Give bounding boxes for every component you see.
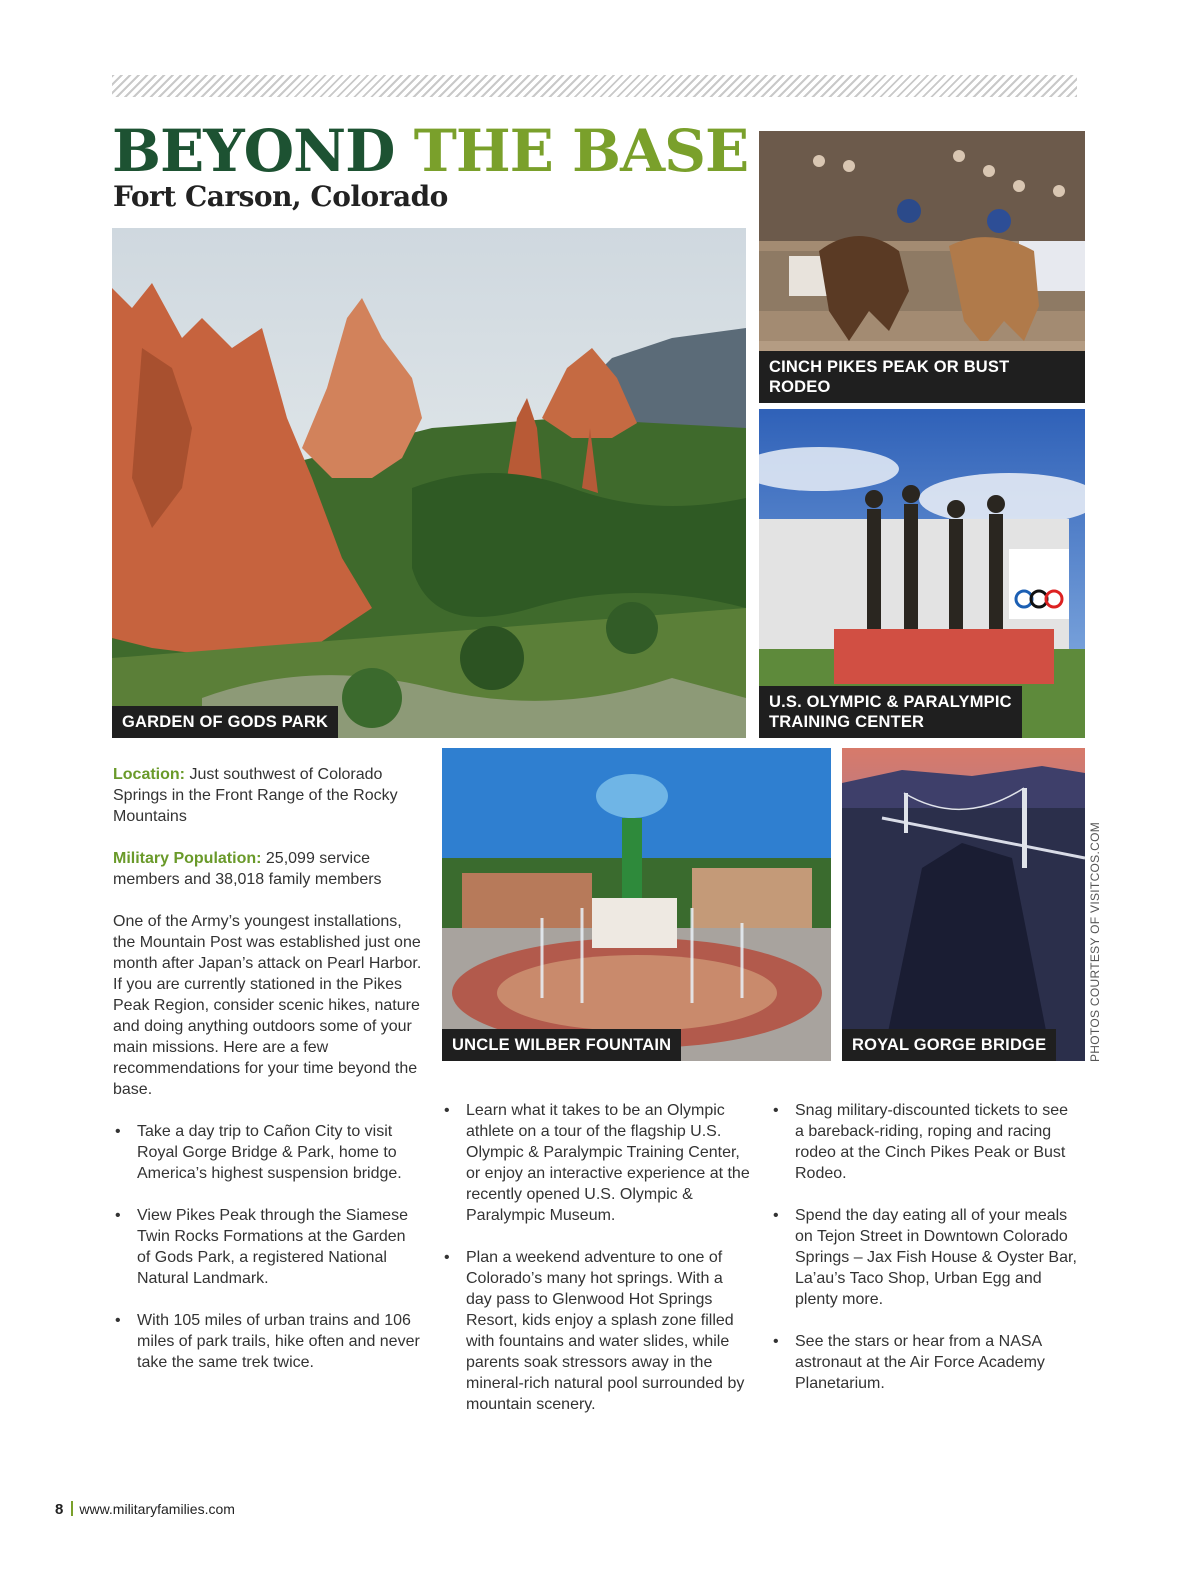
title-part-the-base: THE BASE [413, 117, 749, 185]
garden-of-gods-caption: GARDEN OF GODS PARK [112, 706, 338, 738]
list-item-text: Snag military-discounted tickets to see a bareback-riding, roping and racing rodeo at the Cinch Pikes Peak or Bust Rodeo. [795, 1102, 1069, 1182]
list-item-text: With 105 miles of urban trains and 106 miles of park trails, hike often and never take the same trek twice. [137, 1312, 420, 1371]
list-item-text: See the stars or hear from a NASA astronaut at the Air Force Academy Planetarium. [795, 1333, 1045, 1392]
rodeo-caption: CINCH PIKES PEAK OR BUST RODEO [759, 351, 1085, 403]
title-part-beyond: BEYOND [112, 117, 395, 185]
olympic-center-caption [759, 686, 1022, 738]
list-item [113, 1310, 423, 1373]
uncle-wilber-fountain-caption: UNCLE WILBER FOUNTAIN [442, 1029, 681, 1061]
list-item [771, 1100, 1081, 1184]
page-title [112, 116, 748, 186]
population-label: Military Population: [113, 850, 262, 867]
bullet-icon: • [115, 1312, 121, 1329]
list-item [113, 1205, 423, 1289]
bullet-icon: • [773, 1333, 779, 1350]
list-item-text: Spend the day eating all of your meals on Tejon Street in Downtown Colorado Springs – Jax Fish House & Oyster Bar, La’au’s Taco Shop, Urban Egg and plenty more. [795, 1207, 1077, 1308]
bullet-icon: • [115, 1123, 121, 1140]
location-label: Location: [113, 766, 185, 783]
decorative-hatch-bar [112, 75, 1077, 97]
footer-divider [71, 1501, 73, 1516]
location-text: Just southwest of Colorado Springs in the Front Range of the Rocky Mountains [113, 766, 398, 825]
page-subtitle: Fort Carson, Colorado [113, 180, 448, 213]
col2-bullet-list [442, 1100, 752, 1415]
info-column-3 [771, 1100, 1081, 1415]
olympic-center-photo [759, 409, 1085, 738]
royal-gorge-bridge-caption: ROYAL GORGE BRIDGE [842, 1029, 1056, 1061]
list-item-text: View Pikes Peak through the Siamese Twin Rocks Formations at the Garden of Gods Park, a registered National Natural Landmark. [137, 1207, 408, 1287]
info-column-1 [113, 764, 423, 1394]
list-item-text: Take a day trip to Cañon City to visit Royal Gorge Bridge & Park, home to America’s highest suspension bridge. [137, 1123, 402, 1182]
population-text: 25,099 service members and 38,018 family members [113, 850, 382, 888]
col3-bullet-list [771, 1100, 1081, 1394]
bullet-icon: • [444, 1102, 450, 1119]
bridge-image [842, 748, 1085, 1061]
intro-paragraph: One of the Army’s youngest installations, the Mountain Post was established just one month after Japan’s attack on Pearl Harbor. If you are currently stationed in the Pikes Peak Region, consider scenic hikes, nature and doing anything outdoors some of your main missions. Here are a few recommendations for your time beyond the base. [113, 913, 422, 1098]
list-item [771, 1205, 1081, 1310]
garden-of-gods-image [112, 228, 746, 738]
col1-bullet-list [113, 1121, 423, 1373]
fountain-image [442, 748, 831, 1061]
page-footer [55, 1501, 235, 1518]
olympic-caption-line-2: TRAINING CENTER [769, 713, 925, 731]
bullet-icon: • [773, 1102, 779, 1119]
photo-credit: PHOTOS COURTESY OF VISITCOS.COM [1088, 821, 1102, 1062]
list-item-text: Plan a weekend adventure to one of Colorado’s many hot springs. With a day pass to Glenwood Hot Springs Resort, kids enjoy a splash zone filled with fountains and water slides, while parents soak stressors away in the mineral-rich natural pool surrounded by mountain scenery. [466, 1249, 745, 1413]
uncle-wilber-fountain-photo [442, 748, 831, 1061]
olympic-caption-line-1: U.S. OLYMPIC & PARALYMPIC [769, 693, 1012, 711]
bullet-icon: • [773, 1207, 779, 1224]
info-column-2 [442, 1100, 752, 1436]
list-item [442, 1100, 752, 1226]
list-item [113, 1121, 423, 1184]
rodeo-photo [759, 131, 1085, 403]
bullet-icon: • [444, 1249, 450, 1266]
list-item-text: Learn what it takes to be an Olympic athlete on a tour of the flagship U.S. Olympic & Paralympic Training Center, or enjoy an interactive experience at the recently opened U.S. Olympic & Paralympic Museum. [466, 1102, 750, 1224]
garden-of-gods-photo [112, 228, 746, 738]
footer-website: www.militaryfamilies.com [79, 1501, 235, 1517]
population-paragraph [113, 848, 423, 890]
list-item [442, 1247, 752, 1415]
bullet-icon: • [115, 1207, 121, 1224]
list-item [771, 1331, 1081, 1394]
page-number: 8 [55, 1501, 64, 1518]
royal-gorge-bridge-photo [842, 748, 1085, 1061]
location-paragraph [113, 764, 423, 827]
